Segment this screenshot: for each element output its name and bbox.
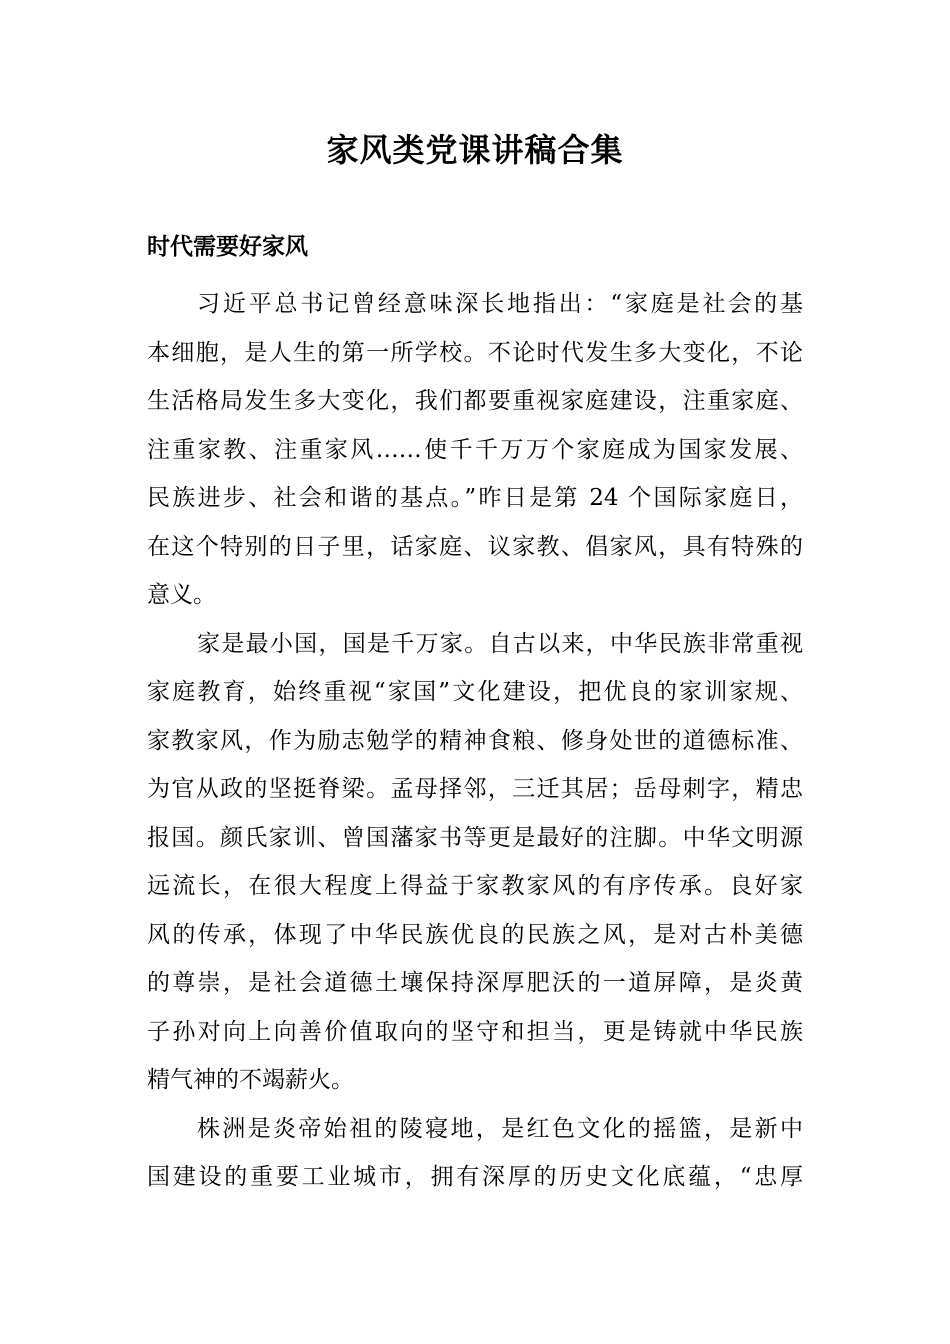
text-line: 为官从政的坚挺脊梁。孟母择邻，三迁其居；岳母刺字，精忠 (147, 776, 803, 802)
paragraph-1 (147, 280, 803, 620)
text-line: 国建设的重要工业城市，拥有深厚的历史文化底蕴，“忠厚 (147, 1164, 803, 1190)
text-line: 注重家教、注重家风……使千千万万个家庭成为国家发展、 (147, 436, 803, 463)
text-line: 精气神的不竭薪火。 (147, 1067, 354, 1093)
document-body (147, 280, 803, 1202)
text-line: 家是最小国，国是千万家。自古以来，中华民族非常重视 (197, 630, 803, 657)
paragraph-3 (147, 1105, 803, 1202)
text-line: 子孙对向上向善价值取向的坚守和担当，更是铸就中华民族 (147, 1018, 803, 1045)
text-line: 民族进步、社会和谐的基点。”昨日是第 24 个国际家庭日， (147, 485, 803, 511)
text-line: 本细胞，是人生的第一所学校。不论时代发生多大变化，不论 (147, 339, 803, 366)
text-line: 生活格局发生多大变化，我们都要重视家庭建设，注重家庭、 (147, 388, 803, 414)
text-line: 在这个特别的日子里，话家庭、议家教、倡家风，具有特殊的 (147, 533, 803, 560)
text-line: 风的传承，体现了中华民族优良的民族之风，是对古朴美德 (147, 921, 803, 948)
text-line: 株洲是炎帝始祖的陵寝地，是红色文化的摇篮，是新中 (197, 1115, 803, 1142)
text-line: 意义。 (147, 582, 216, 608)
text-line: 远流长，在很大程度上得益于家教家风的有序传承。良好家 (147, 873, 803, 899)
text-line: 报国。颜氏家训、曾国藩家书等更是最好的注脚。中华文明源 (147, 824, 803, 851)
paragraph-2 (147, 620, 803, 1105)
text-line: 的尊崇，是社会道德土壤保持深厚肥沃的一道屏障，是炎黄 (147, 970, 803, 996)
text-line: 家教家风，作为励志勉学的精神食粮、修身处世的道德标准、 (147, 727, 803, 754)
section-heading: 时代需要好家风 (147, 234, 308, 260)
text-line: 习近平总书记曾经意味深长地指出：“家庭是社会的基 (197, 291, 803, 317)
document-title: 家风类党课讲稿合集 (326, 131, 624, 169)
text-line: 家庭教育，始终重视“家国”文化建设，把优良的家训家规、 (147, 679, 803, 705)
